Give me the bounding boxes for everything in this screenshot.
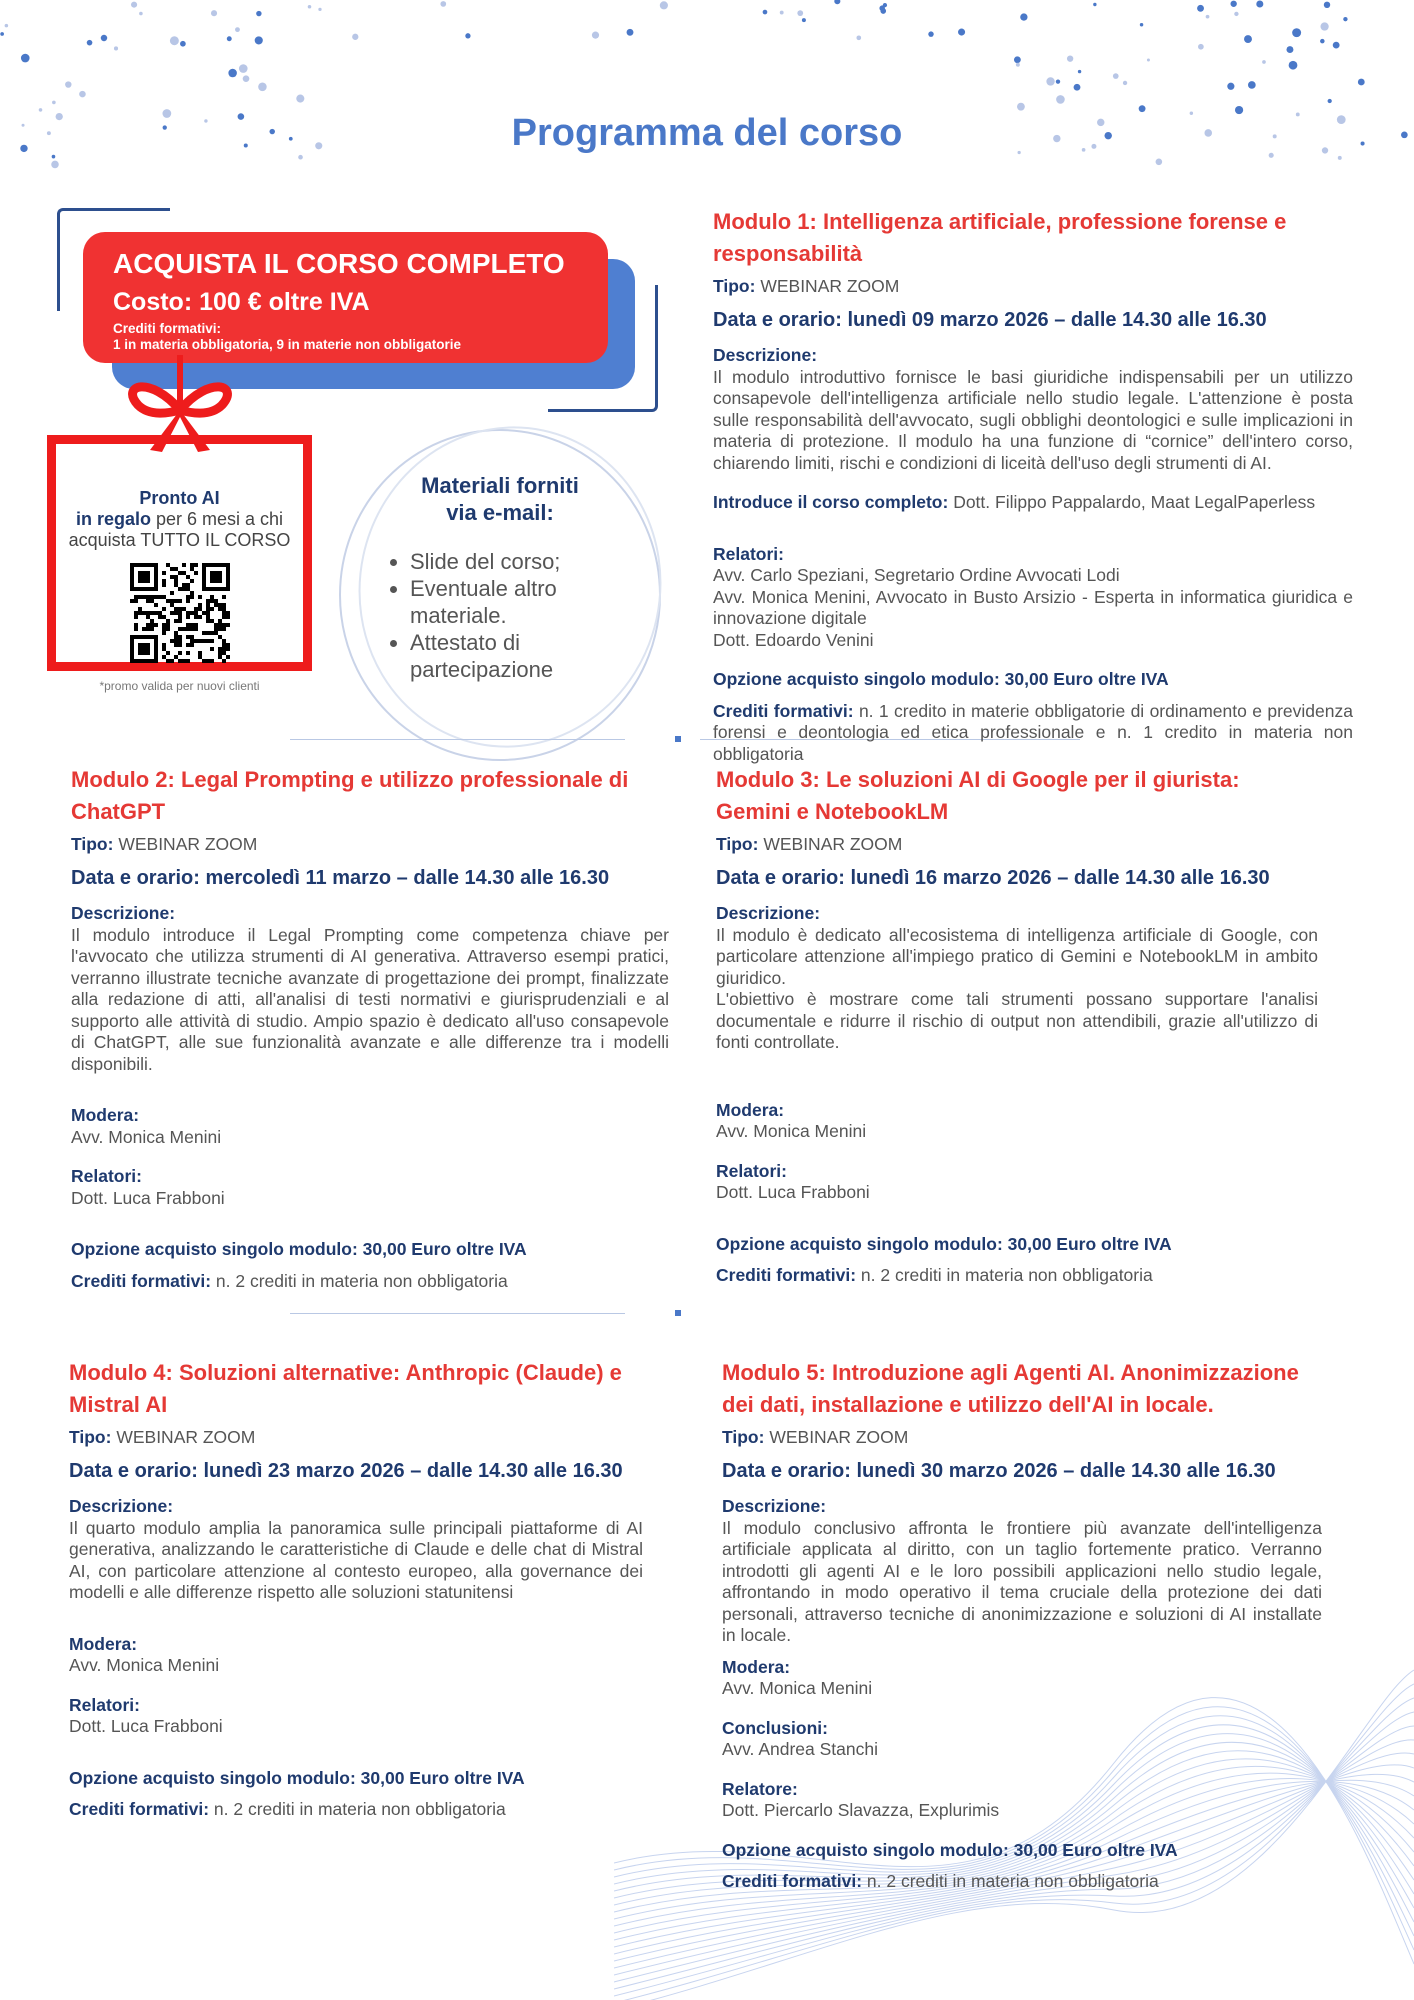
module-section: [716, 1234, 1318, 1256]
section-text: n. 1 credito in materie obbligatorie di ordinamento e previdenza forensi e deontologia ed etica professionale e n. 1 credito in materia non obbligatoria: [713, 700, 1353, 764]
module-section: [722, 1657, 1322, 1700]
module-section: [722, 1718, 1322, 1761]
materials-box: [380, 472, 620, 683]
module-date: Data e orario: mercoledì 11 marzo – dalle 14.30 alle 16.30: [71, 866, 610, 889]
section-label: Relatori:: [69, 1694, 140, 1715]
module-section: [71, 1105, 669, 1148]
section-label: Descrizione:: [71, 903, 176, 923]
module-type-label: Tipo:: [713, 276, 756, 296]
module-type: [713, 276, 1353, 298]
module-section: [716, 1161, 1318, 1204]
section-label: Crediti formativi:: [69, 1799, 210, 1819]
section-label: Descrizione:: [716, 903, 821, 923]
section-label: Crediti formativi:: [71, 1270, 212, 1291]
module-section: [713, 669, 1353, 691]
module-5: [722, 1357, 1322, 1893]
section-label: Introduce il corso completo:: [713, 492, 949, 512]
section-label: Crediti formativi:: [716, 1265, 857, 1285]
section-label: Relatori:: [713, 543, 784, 564]
gift-text: per 6 mesi a chi: [150, 509, 284, 529]
module-type: [716, 834, 1318, 856]
module-section: [69, 1695, 643, 1738]
module-section: [722, 1840, 1322, 1862]
module-type: [71, 834, 669, 856]
section-label: Opzione acquisto singolo modulo: 30,00 Euro oltre IVA: [716, 1233, 1172, 1254]
section-label: Crediti formativi:: [713, 700, 854, 721]
section-label: Modera:: [716, 1099, 785, 1120]
module-section: [71, 903, 669, 1075]
section-label: Modera:: [722, 1656, 791, 1677]
section-text: Avv. Monica Menini: [716, 1121, 867, 1141]
section-text: Il quarto modulo amplia la panoramica sulle principali piattaforme di AI generativa, analizzando le caratteristiche di Claude e delle chat di Mistral AI, con particolare attenzione al contesto europeo, alla governance dei modelli e alle differenze rispetto alle soluzioni statunitensi: [69, 1517, 643, 1602]
section-text: Il modulo conclusivo affronta le frontiere più avanzate dell'intelligenza artificiale applicata al diritto, con un taglio fortemente pratico. Verranno introdotti gli agenti AI e le loro possibili applicazioni nello studio legale, affrontando in modo operativo il tema cruciale della protezione dei dati personali, attraverso tecniche di anonimizzazione e soluzioni di AI installate in locale.: [722, 1517, 1322, 1645]
module-section: [716, 903, 1318, 1054]
module-section: [716, 1100, 1318, 1143]
purchase-cost: Costo: 100 € oltre IVA: [113, 288, 370, 316]
section-text: Dott. Filippo Pappalardo, Maat LegalPaperless: [953, 492, 1316, 512]
materials-list: [380, 548, 620, 683]
section-text: Dott. Luca Frabboni: [71, 1187, 225, 1208]
section-text: Avv. Carlo Speziani, Segretario Ordine Avvocati Lodi Avv. Monica Menini, Avvocato in Busto Arsizio - Esperta in informatica giuridica e innovazione digitale Dott. Edoardo Venini: [713, 565, 1353, 650]
module-section: [69, 1768, 643, 1790]
section-text: Il modulo è dedicato all'ecosistema di intelligenza artificiale di Google, con particolare attenzione all'impiego pratico di Gemini e NotebookLM in ambito giuridico. L'obiettivo è mostrare come tali strumenti possano supportare l'analisi documentale e ridurre il rischio di output non attendibili, grazie all'utilizzo di fonti controllate.: [716, 924, 1318, 1052]
section-text: Avv. Monica Menini: [69, 1655, 220, 1675]
section-text: n. 2 crediti in materia non obbligatoria: [213, 1799, 506, 1819]
module-type-label: Tipo:: [716, 834, 759, 854]
purchase-heading: ACQUISTA IL CORSO COMPLETO: [113, 248, 565, 279]
module-2: [71, 764, 669, 1292]
module-section: [713, 492, 1353, 514]
module-type-label: Tipo:: [722, 1427, 765, 1447]
module-type-value: WEBINAR ZOOM: [116, 1427, 256, 1447]
purchase-full-course-box[interactable]: [83, 232, 608, 363]
module-section: [722, 1871, 1322, 1893]
section-label: Opzione acquisto singolo modulo: 30,00 Euro oltre IVA: [722, 1839, 1178, 1860]
divider-dot: [675, 736, 681, 742]
module-date: Data e orario: lunedì 23 marzo 2026 – dalle 14.30 alle 16.30: [69, 1459, 623, 1482]
module-type-value: WEBINAR ZOOM: [760, 276, 900, 296]
section-label: Relatore:: [722, 1778, 798, 1799]
section-label: Opzione acquisto singolo modulo: 30,00 Euro oltre IVA: [71, 1239, 527, 1259]
section-label: Opzione acquisto singolo modulo: 30,00 Euro oltre IVA: [713, 669, 1169, 689]
section-text: n. 2 crediti in materia non obbligatoria: [860, 1265, 1153, 1285]
gift-bold: in regalo: [75, 509, 151, 529]
section-text: Il modulo introduttivo fornisce le basi giuridiche indispensabili per un utilizzo consapevole dell'intelligenza artificiale nello studio legale. L'attenzione è posta sulle responsabilità dell'avvocato, sugli obblighi deontologici e sulle implicazioni in materia di protezione. Il modulo ha una funzione di “cornice” dell'intero corso, chiarendo limiti, rischi e condizioni di liceità dell'uso degli strumenti di AI.: [713, 366, 1353, 473]
section-label: Relatori:: [71, 1166, 142, 1186]
section-text: n. 2 crediti in materia non obbligatoria: [866, 1871, 1159, 1891]
section-label: Conclusioni:: [722, 1717, 828, 1738]
module-date: Data e orario: lunedì 30 marzo 2026 – dalle 14.30 alle 16.30: [722, 1459, 1276, 1482]
section-label: Modera:: [71, 1105, 140, 1125]
divider: [290, 1313, 625, 1314]
module-type: [69, 1427, 643, 1449]
section-text: Dott. Piercarlo Slavazza, Explurimis: [722, 1800, 1000, 1820]
module-date: Data e orario: lunedì 16 marzo 2026 – dalle 14.30 alle 16.30: [716, 866, 1270, 889]
module-section: [69, 1634, 643, 1677]
module-date: Data e orario: lunedì 09 marzo 2026 – dalle 14.30 alle 16.30: [713, 308, 1267, 331]
module-type: [722, 1427, 1322, 1449]
module-3: [716, 764, 1318, 1287]
gift-text-2: acquista TUTTO IL CORSO: [68, 530, 291, 550]
module-title: Modulo 2: Legal Prompting e utilizzo professionale di ChatGPT: [71, 767, 629, 824]
gift-box: [47, 435, 312, 671]
module-section: [722, 1779, 1322, 1822]
section-label: Descrizione:: [713, 345, 818, 365]
materials-heading: Materiali forniti via e-mail:: [421, 473, 579, 525]
divider-dot: [675, 1310, 681, 1316]
materials-item: • Eventuale altro materiale.: [410, 575, 620, 629]
section-text: n. 2 crediti in materia non obbligatoria: [215, 1270, 508, 1291]
module-title: Modulo 1: Intelligenza artificiale, professione forense e responsabilità: [713, 209, 1287, 266]
module-type-value: WEBINAR ZOOM: [763, 834, 903, 854]
section-text: Avv. Andrea Stanchi: [722, 1739, 878, 1759]
section-label: Opzione acquisto singolo modulo: 30,00 Euro oltre IVA: [69, 1767, 525, 1788]
module-type-value: WEBINAR ZOOM: [769, 1427, 909, 1447]
section-text: Avv. Monica Menini: [722, 1678, 873, 1698]
module-section: [713, 345, 1353, 474]
module-1: [713, 206, 1353, 765]
module-section: [69, 1496, 643, 1604]
module-section: [713, 544, 1353, 652]
module-section: [716, 1265, 1318, 1287]
qr-code-icon[interactable]: [130, 563, 230, 663]
module-type-label: Tipo:: [69, 1427, 112, 1447]
gift-product: Pronto AI: [139, 488, 220, 508]
section-text: Dott. Luca Frabboni: [69, 1716, 223, 1736]
module-type-value: WEBINAR ZOOM: [118, 834, 258, 854]
page-title: Programma del corso: [511, 112, 903, 154]
module-title: Modulo 5: Introduzione agli Agenti AI. Anonimizzazione dei dati, installazione e utilizzo dell'AI in locale.: [722, 1360, 1299, 1417]
module-4: [69, 1357, 643, 1821]
section-label: Descrizione:: [722, 1496, 827, 1516]
materials-item: • Attestato di partecipazione: [410, 629, 620, 683]
materials-item: • Slide del corso;: [410, 548, 620, 575]
module-section: [71, 1166, 669, 1209]
purchase-credits-value: 1 in materia obbligatoria, 9 in materie non obbligatorie: [113, 337, 462, 352]
module-type-label: Tipo:: [71, 834, 114, 854]
section-label: Modera:: [69, 1633, 138, 1654]
section-label: Relatori:: [716, 1160, 787, 1181]
purchase-credits-label: Crediti formativi:: [113, 321, 222, 336]
module-section: [71, 1271, 669, 1293]
section-label: Crediti formativi:: [722, 1871, 863, 1891]
module-section: [71, 1239, 669, 1261]
module-section: [69, 1799, 643, 1821]
divider: [290, 739, 625, 740]
module-title: Modulo 4: Soluzioni alternative: Anthropic (Claude) e Mistral AI: [69, 1360, 622, 1417]
module-title: Modulo 3: Le soluzioni AI di Google per il giurista: Gemini e NotebookLM: [716, 767, 1240, 824]
section-text: Dott. Luca Frabboni: [716, 1182, 870, 1202]
module-section: [713, 701, 1353, 766]
promo-note: *promo valida per nuovi clienti: [99, 679, 260, 693]
section-text: Il modulo introduce il Legal Prompting come competenza chiave per l'avvocato che utilizza strumenti di AI generativa. Attraverso esempi pratici, verranno illustrate tecniche avanzate di progettazione dei prompt, finalizzate alla redazione di atti, all'analisi di testi normativi e giurisprudenziali e al supporto alle attività di studio. Ampio spazio è dedicato all'uso consapevole di ChatGPT, alle sue funzionalità avanzate e alle differenze tra i modelli disponibili.: [71, 924, 669, 1074]
section-text: Avv. Monica Menini: [71, 1126, 222, 1147]
section-label: Descrizione:: [69, 1496, 174, 1516]
module-section: [722, 1496, 1322, 1647]
